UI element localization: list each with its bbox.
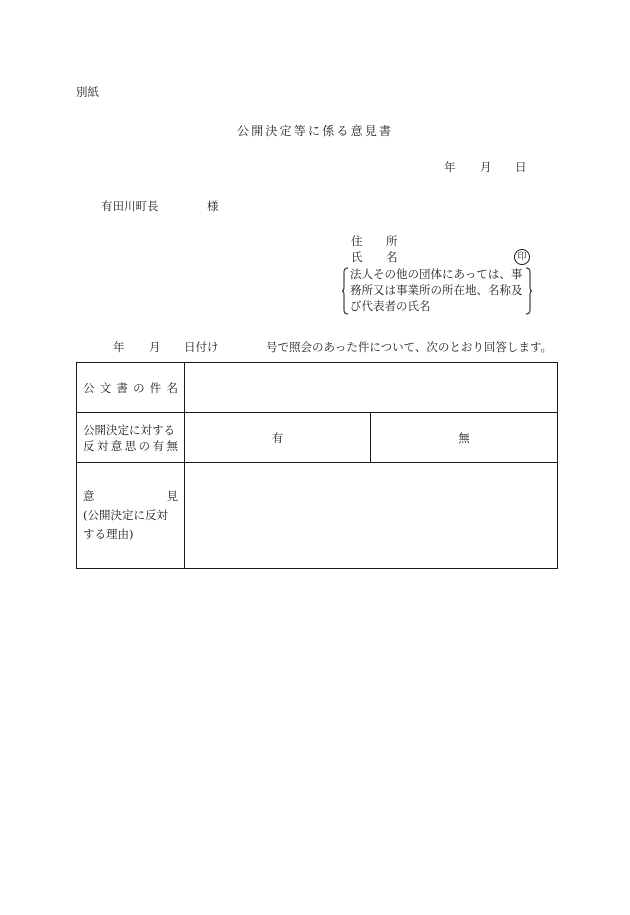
table-row-document-name — [77, 363, 558, 413]
document-name-label-cell — [77, 363, 185, 413]
corporate-note — [350, 266, 528, 314]
objection-label-line-2: 反 対 意 思 の 有 無 — [83, 438, 178, 453]
document-name-label: 公 文 書 の 件 名 — [83, 380, 178, 395]
attachment-label: 別紙 — [76, 85, 99, 99]
date-month-label: 月 — [480, 160, 492, 174]
opinion-label-line-3: する理由) — [83, 527, 134, 542]
option-yes-label: 有 — [271, 430, 284, 445]
address-label-char-2: 所 — [386, 234, 398, 248]
body-month-label: 月 — [149, 340, 161, 354]
document-name-field[interactable] — [185, 363, 558, 413]
body-text: 号で照会のあった件について、次のとおり回答します。 — [266, 340, 553, 354]
seal-mark: 印 — [514, 249, 530, 265]
addressee-name: 有田川町長 — [101, 199, 159, 213]
option-yes-cell[interactable] — [185, 413, 371, 463]
objection-label-line-1: 公開決定に対する — [83, 422, 175, 437]
name-label-char-1: 氏 — [351, 250, 363, 264]
bracket-left-icon — [341, 267, 349, 315]
corporate-note-line-1: 法人その他の団体にあっては、事 — [350, 267, 523, 281]
document-title: 公開決定等に係る意見書 — [237, 124, 394, 138]
response-table — [76, 362, 558, 569]
bracket-right-icon — [525, 267, 533, 315]
option-no-label: 無 — [458, 430, 470, 445]
table-row-opinion — [77, 463, 558, 569]
corporate-note-line-2: 務所又は事業所の所在地、名称及 — [350, 283, 523, 297]
opinion-label-cell — [77, 463, 185, 569]
corporate-note-line-3: び代表者の氏名 — [350, 299, 431, 313]
opinion-field[interactable] — [185, 463, 558, 569]
opinion-label-line-1: 意 見 — [83, 489, 178, 504]
addressee-honorific: 様 — [207, 199, 219, 213]
option-no-cell[interactable] — [371, 413, 558, 463]
body-year-label: 年 — [113, 340, 125, 354]
address-label-char-1: 住 — [351, 234, 363, 248]
body-date-suffix: 日付け — [184, 340, 219, 354]
name-label-char-2: 名 — [386, 250, 398, 264]
date-day-label: 日 — [515, 160, 527, 174]
objection-label-cell — [77, 413, 185, 463]
date-year-label: 年 — [444, 160, 456, 174]
opinion-label-line-2: (公開決定に反対 — [83, 508, 168, 523]
table-row-objection — [77, 413, 558, 463]
